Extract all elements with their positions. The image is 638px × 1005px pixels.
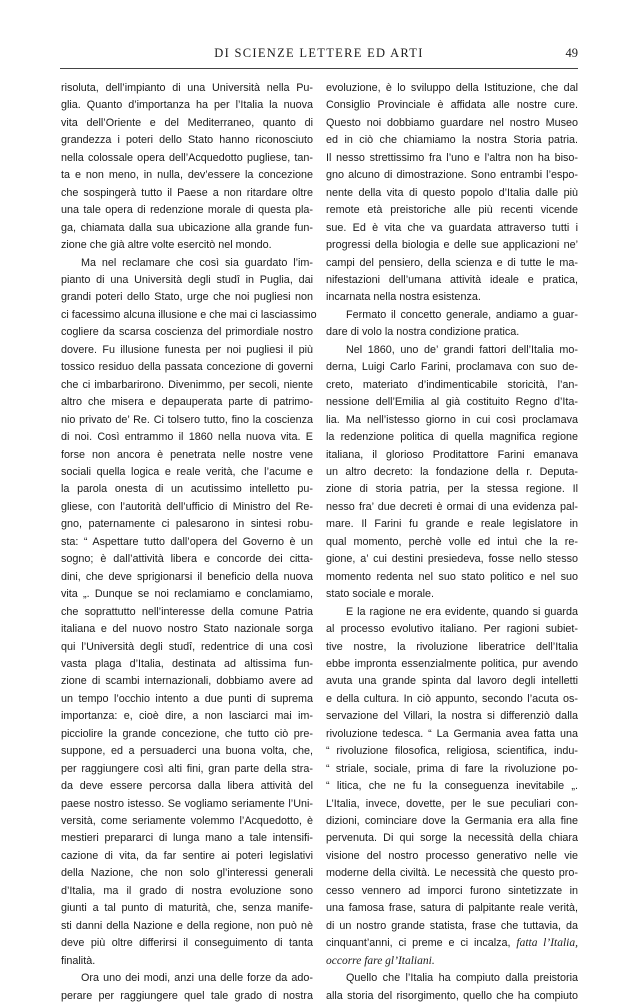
text-line-content: deve più oltre differirsi il conseguimento di tanta (61, 937, 313, 950)
text-line (61, 935, 313, 952)
text-line (326, 80, 578, 97)
text-line-content: che ci imbarbarirono. Divenimmo, per secoli, niente (61, 378, 313, 391)
text-line-content: sogno; è dall’attività libera e concorde dei citta- (61, 553, 313, 566)
text-line-content: vita dell’Oriente e del Mediterraneo, quanto di (61, 116, 313, 129)
text-line (61, 447, 313, 464)
text-line (61, 621, 313, 638)
text-line (326, 220, 578, 237)
text-line-content: ga, chiamata dalla sua ubicazione alla grande fun- (61, 221, 313, 234)
text-line-content: italiana e del nuovo nostro Stato nazionale sorga (61, 623, 313, 636)
text-line (326, 970, 578, 987)
text-line-content: rivoluzione tedesca. “ La Germania avea fatta una (326, 727, 578, 740)
text-line (61, 918, 313, 935)
text-line (326, 202, 578, 219)
text-line-content: sti danni della Nazione e della regione, non può nè (61, 919, 313, 932)
text-line (61, 377, 313, 394)
text-line-content: forse non ancora è penetrata nelle nostre vene (61, 448, 313, 461)
text-line-content: “ striale, sociale, prima di fare la rivoluzione po- (326, 762, 578, 775)
text-line (326, 412, 578, 429)
text-line (326, 796, 578, 813)
text-line-content: sue. Ed è vita che va guardata attraverso tutti i (326, 221, 578, 234)
text-line (61, 761, 313, 778)
text-line (326, 726, 578, 743)
text-line (326, 569, 578, 586)
text-line-content: stato sociale e morale. (326, 588, 435, 601)
text-line (326, 953, 578, 970)
text-line-content: che soprattutto nell’interesse della comune Patria (61, 605, 313, 618)
text-line (326, 918, 578, 935)
text-line (326, 307, 578, 324)
text-line (61, 865, 313, 882)
text-line (326, 255, 578, 272)
text-line-content: alla storia del risorgimento, quello che ha compiuto (326, 989, 578, 1002)
text-line-content: ebbe impronta essenzialmente politica, pur avendo (326, 657, 578, 670)
text-line-content: nio privato de’ Re. Ci tolsero tutto, fino la coscienza (61, 413, 313, 426)
text-line (326, 342, 578, 359)
text-line-content: risoluta, dell’impianto di una Università nella Pu- (61, 82, 313, 94)
text-line (61, 412, 313, 429)
text-line (326, 604, 578, 621)
text-line-content: gione, a’ cui destini presiedeva, fosse nello stesso (326, 553, 578, 566)
text-line (326, 167, 578, 184)
text-line-content: E la ragione ne era evidente, quando si guarda (346, 605, 578, 618)
text-line-content: al processo evolutivo italiano. Per ragioni subiet- (326, 623, 578, 636)
text-line-content: perare per raggiungere quel tale grado di nostra (61, 989, 313, 1002)
text-line-content: tive nostre, la rivoluzione liberatrice dell’Italia (326, 640, 578, 653)
italic-quote: occorre fare gl’Italiani. (326, 954, 435, 967)
text-line-content: importanza: e, cioè dire, a non lasciarci mai im- (61, 710, 313, 723)
text-line-content: altro che misera e depauperata parte di patrimo- (61, 396, 313, 409)
text-line-content: della Nazione, che non solo gl’interessi generali (61, 867, 313, 880)
text-line (326, 743, 578, 760)
text-line-content: grandezza i poteri dello Stato hanno riconosciuto (61, 134, 313, 147)
text-line-content: di noi. Così entrammo il 1860 nella nuova vita. E (61, 431, 313, 444)
text-line (326, 551, 578, 568)
text-line (61, 516, 313, 533)
text-line (61, 848, 313, 865)
text-line-content: zione che già altre volte esercitò nel mondo. (61, 239, 272, 252)
text-line-content: qui l’Università degli studî, redentrice di una così (61, 640, 313, 653)
text-line-content: dovere. Fu illusione funesta per noi pugliesi il più (61, 343, 313, 356)
text-line-content: ci facessimo alcuna illusione e che mai ci lasciassimo (61, 308, 317, 321)
text-line (61, 639, 313, 656)
text-line (326, 115, 578, 132)
text-line-content: “ rivoluzione filosofica, religiosa, scientifica, indu- (326, 745, 578, 758)
text-line (326, 865, 578, 882)
text-line (61, 534, 313, 551)
text-line (61, 132, 313, 149)
text-line (326, 639, 578, 656)
text-line-content: cinquant’anni, ci preme e ci incalza, (326, 937, 517, 950)
text-line-content: giunti a tal punto di maturità, che, senza manife- (61, 902, 313, 915)
running-title: DI SCIENZE LETTERE ED ARTI (214, 46, 424, 60)
text-line (61, 970, 313, 987)
text-line (326, 813, 578, 830)
text-line-content: dare di volo la nostra condizione pratica. (326, 326, 520, 339)
text-line (326, 185, 578, 202)
text-line (61, 796, 313, 813)
text-line (61, 429, 313, 446)
text-line (326, 377, 578, 394)
text-line-content: dizioni, cominciare dove la Germania era alla fine (326, 815, 578, 828)
text-line (326, 394, 578, 411)
text-line (326, 900, 578, 917)
text-line (326, 447, 578, 464)
text-line (61, 255, 313, 272)
text-line-content: Fermato il concetto generale, andiamo a guar- (346, 308, 578, 321)
text-line (61, 900, 313, 917)
text-line (61, 743, 313, 760)
text-line (61, 272, 313, 289)
text-line-content: campi del pensiero, della scienza e di tutte le ma- (326, 256, 578, 269)
text-line (326, 516, 578, 533)
text-line-content: per raggiungere così alti fini, gran parte della stra- (61, 762, 313, 775)
text-line (326, 830, 578, 847)
text-line-content: versità, come seriamente volemmo l’Acquedotto, è (61, 815, 313, 828)
text-line-content: ta e non meno, in nulla, dev’essere la concezione (61, 169, 313, 182)
text-line-content: la parola onesta di un acutissimo intelletto pu- (61, 483, 313, 496)
text-line (326, 324, 578, 341)
text-line (326, 237, 578, 254)
text-line (326, 150, 578, 167)
text-line (61, 726, 313, 743)
text-line (326, 499, 578, 516)
text-line (326, 761, 578, 778)
text-line-content: cogliere da scarsa coscienza del primordiale nostro (61, 326, 313, 339)
text-line-content: L’Italia, invece, dovette, per le sue peculiari con- (326, 797, 578, 810)
text-line (61, 883, 313, 900)
text-line-content: pianto di una Università degli studî in Puglia, dai (61, 273, 313, 286)
text-line-content: nifestazioni dell’umana attività ideale e pratica, (326, 273, 578, 286)
text-line (326, 848, 578, 865)
text-line (326, 132, 578, 149)
text-line-content: una famosa frase, satura di palpitante reale verità, (326, 902, 578, 915)
text-line-content: vita „. Dunque se noi reclamiamo e conclamiamo, (61, 588, 313, 601)
text-line (61, 656, 313, 673)
text-line-content: zione di scambi internazionali, dobbiamo avere ad (61, 675, 313, 688)
text-line-content: zione di storia patria, per la stessa regione. Il (326, 483, 578, 496)
text-line-content: un altro decreto: la fondazione della r. Deputa- (326, 465, 578, 478)
text-line (61, 953, 313, 970)
text-line (61, 359, 313, 376)
text-line (61, 813, 313, 830)
header-rule (60, 68, 578, 69)
page-header (60, 46, 578, 66)
text-line (326, 464, 578, 481)
text-line-content: creto, materiato d’indimenticabile storicità, l’an- (326, 378, 578, 391)
text-line-content: finalità. (61, 954, 96, 967)
text-line (61, 342, 313, 359)
text-line-content: paese nostro istesso. Se vogliamo seriamente l’Uni- (61, 797, 313, 810)
text-line-content: mare. Il Farini fu grande e reale legislatore in (326, 518, 578, 531)
text-line (61, 115, 313, 132)
text-line-content: derna, Luigi Carlo Farini, proclamava con suo de- (326, 361, 578, 374)
text-line-content: nella colossale opera dell’Acquedotto pugliese, tan- (61, 151, 313, 164)
text-line-content: ed in ciò che chiamiamo la nostra Storia patria. (326, 134, 578, 147)
text-line (61, 237, 313, 254)
text-line-content: e della cultura. In ciò appunto, secondo l’acuta os- (326, 692, 578, 705)
text-line (326, 534, 578, 551)
text-line-content: un tempo l’occhio intento a due punti di suprema (61, 692, 313, 705)
text-line-content: Quello che l’Italia ha compiuto dalla preistoria (346, 972, 578, 985)
text-line-content: d’Italia, ma il grado di nostra evoluzione sono (61, 884, 313, 897)
text-line (61, 830, 313, 847)
text-line-content: nente della vita di questo popolo d’Italia dalle più (326, 186, 578, 199)
text-line (61, 586, 313, 603)
text-line (326, 673, 578, 690)
text-line-content: la redenzione politica di quella magnifica regione (326, 431, 578, 444)
text-line-content: glia. Quanto d’importanza ha per l’Italia la nuova (61, 99, 313, 112)
text-line-content: grandi poteri dello Stato, urge che noi pugliesi non (61, 291, 313, 304)
text-line (61, 167, 313, 184)
text-line-content: progressi della biologia e delle sue applicazioni ne’ (326, 239, 578, 252)
text-line (61, 289, 313, 306)
italic-quote: fatta l’Italia, (516, 937, 578, 950)
text-line-content: mestieri prepararci di lunga mano a tale intensifi- (61, 832, 313, 845)
text-line-content: tossico residuo della passata concezione di governi (61, 361, 313, 374)
text-line-content: gno, paternamente ci palesarono in sintesi robu- (61, 518, 313, 531)
text-line (61, 499, 313, 516)
text-line-content: Consiglio Provinciale è affidata alle nostre cure. (326, 99, 578, 112)
text-line (61, 481, 313, 498)
text-line-content: picciolire la grande concezione, che tutto ciò pre- (61, 727, 313, 740)
right-text-column (326, 80, 578, 1005)
text-line (326, 656, 578, 673)
text-line-content: servazione del Villari, la nostra si differenziò dalla (326, 710, 578, 723)
text-line (61, 673, 313, 690)
text-line (326, 988, 578, 1005)
text-line (61, 569, 313, 586)
text-line-content: da deve essere percorsa dalla libera attività del (61, 780, 313, 793)
text-line (326, 883, 578, 900)
text-line-content: cazione di vita, da far sentire ai poteri legislativi (61, 849, 313, 862)
text-line (61, 185, 313, 202)
text-line (326, 289, 578, 306)
text-line-content: Ora uno dei modi, anzi una delle forze da ado- (81, 972, 313, 985)
text-line-content: suppone, ed a persuaderci una buona volta, che, (61, 745, 313, 758)
text-line (61, 220, 313, 237)
text-line-content: lia. Ma nell’istesso giorno in cui così proclamava (326, 413, 578, 426)
text-line-content: sta: “ Aspettare tutto dall’opera del Governo è un (61, 535, 313, 548)
text-line (61, 691, 313, 708)
text-line (61, 80, 313, 97)
text-line (326, 97, 578, 114)
text-line-content: nessione dell’Emilia al già costituito Regno d’Ita- (326, 396, 578, 409)
text-line (61, 324, 313, 341)
text-line (326, 429, 578, 446)
text-line-content: cesso vennero ad imporci furono sintetizzate in (326, 884, 578, 897)
text-line-content: Questo noi dobbiamo guardare nel nostro Museo (326, 116, 578, 129)
text-line-content: sociali quella logica e reale verità, che l’acume e (61, 465, 313, 478)
text-line (326, 691, 578, 708)
text-line-content: remote età preistoriche alle più recenti vicende (326, 204, 578, 217)
text-line-content: Ma nel reclamare che così sia guardato l’im- (81, 256, 313, 269)
left-text-column (61, 80, 317, 1005)
text-line-content: gliese, con l’autorità dell’ufficio di Ministro del Re- (61, 500, 313, 513)
text-line (61, 97, 313, 114)
text-line (326, 359, 578, 376)
text-line (61, 464, 313, 481)
page-number: 49 (565, 46, 578, 60)
text-line-content: che sospingerà tutto il Paese a non ritardare oltre (61, 186, 313, 199)
text-line (61, 150, 313, 167)
text-line-content: visione del nostro processo generativo nelle vie (326, 849, 578, 862)
text-line-content: pervenuta. Di qui sorge la necessità della chiara (326, 832, 578, 845)
text-line-content: vasta plaga d’Italia, destinata ad altissima fun- (61, 657, 313, 670)
text-line (326, 708, 578, 725)
text-line-content: momento redenta nel suo stato politico e nel suo (326, 570, 578, 583)
text-line-content: gno alcuno di dimostrazione. Sono entrambi l’espo- (326, 169, 578, 182)
text-line-content: di un nostro grande statista, frase che tuttavia, da (326, 919, 578, 932)
text-line (61, 394, 313, 411)
text-line-content: qual momento, perchè volle ed intuì che la re- (326, 535, 578, 548)
text-line-content: Il nesso strettissimo fra l’uno e l’altra non ha biso- (326, 151, 578, 164)
text-line (326, 935, 578, 952)
text-line-content: “ litica, che ne fu la conseguenza inevitabile „. (326, 780, 578, 793)
text-line (61, 778, 313, 795)
text-line (61, 202, 313, 219)
text-line-content: incarnata nella nostra esistenza. (326, 291, 481, 304)
text-line (61, 307, 317, 324)
text-line (61, 988, 313, 1005)
text-line (326, 272, 578, 289)
text-line-content: Nel 1860, uno de’ grandi fattori dell’Italia mo- (346, 343, 578, 356)
text-line (326, 586, 578, 603)
text-line-content: avuta una grande spinta dal lavoro degli intelletti (326, 675, 578, 688)
text-line-content: nesso fra’ due decreti è ormai di una evidenza pal- (326, 500, 578, 513)
text-line-content: una tale opera di redenzione morale di questa pla- (61, 204, 313, 217)
text-line (61, 708, 313, 725)
text-line (61, 604, 313, 621)
text-line (326, 621, 578, 638)
text-line (326, 481, 578, 498)
text-line-content: italiana, il glorioso Proditattore Farini emanava (326, 448, 578, 461)
text-line (61, 551, 313, 568)
text-line (326, 778, 578, 795)
text-line-content: moderne della civiltà. Le necessità che questo pro- (326, 867, 578, 880)
text-line-content: evoluzione, è lo sviluppo della Istituzione, che dal (326, 82, 578, 94)
text-line-content: dini, che deve sprigionarsi il beneficio della nuova (61, 570, 313, 583)
